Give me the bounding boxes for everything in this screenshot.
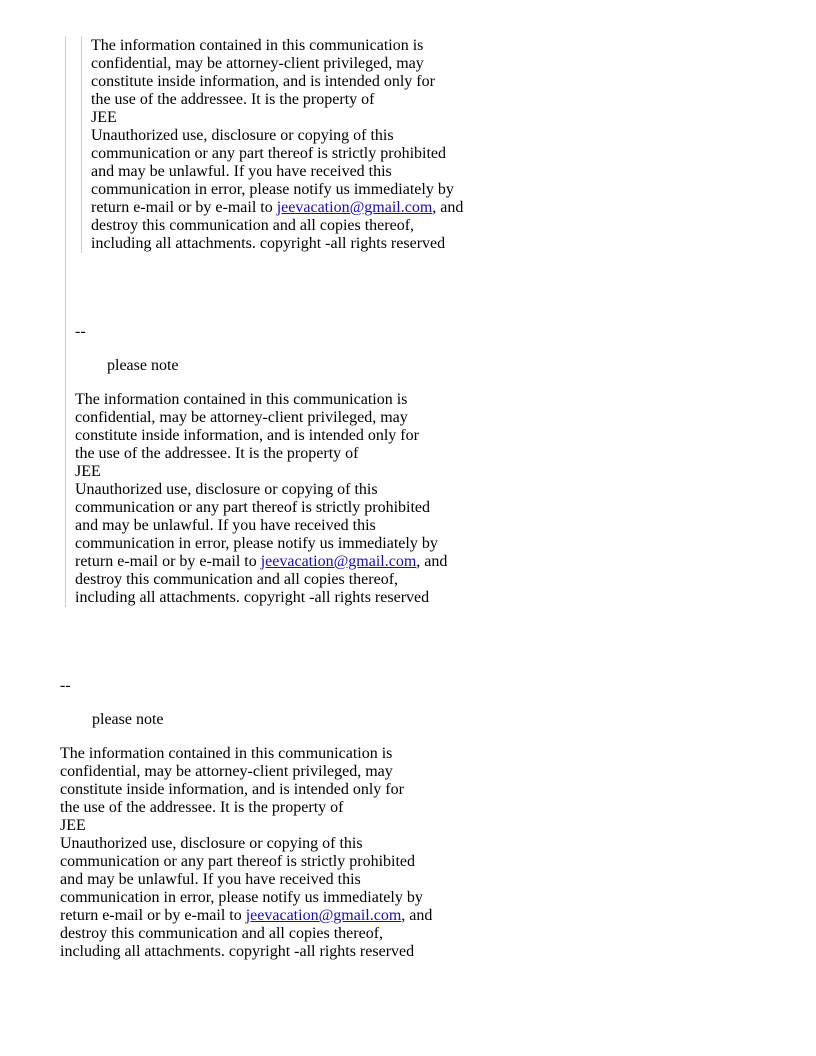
disclaimer-line: including all attachments. copyright -all rights reserved [91,235,446,252]
disclaimer-line: destroy this communication and all copies thereof, [60,925,384,942]
disclaimer-line: constitute inside information, and is intended only for [75,427,419,444]
disclaimer-line: JEE [60,817,86,834]
disclaimer-line-email: return e-mail or by e-mail to jeevacation@gmail.com, and [60,907,433,924]
disclaimer-line: The information contained in this communication is [91,37,424,54]
disclaimer-line: including all attachments. copyright -all rights reserved [75,589,430,606]
disclaimer-line: the use of the addressee. It is the property of [60,799,344,816]
signature-separator: -- [75,323,86,340]
disclaimer-line: and may be unlawful. If you have received this [75,517,376,534]
email-link[interactable]: jeevacation@gmail.com [276,199,433,216]
disclaimer-line: communication or any part thereof is strictly prohibited [91,145,447,162]
disclaimer-line: Unauthorized use, disclosure or copying of this [91,127,394,144]
disclaimer-line: constitute inside information, and is intended only for [60,781,404,798]
disclaimer-line: Unauthorized use, disclosure or copying of this [75,481,378,498]
disclaimer-line: communication or any part thereof is strictly prohibited [75,499,431,516]
disclaimer-line: destroy this communication and all copies thereof, [75,571,399,588]
disclaimer-line: including all attachments. copyright -all rights reserved [60,943,415,960]
disclaimer-line-email: return e-mail or by e-mail to jeevacation@gmail.com, and [75,553,448,570]
disclaimer-line: and may be unlawful. If you have received this [91,163,392,180]
disclaimer-line: confidential, may be attorney-client privileged, may [60,763,393,780]
disclaimer-line: and may be unlawful. If you have received this [60,871,361,888]
disclaimer-line: communication in error, please notify us immediately by [60,889,423,906]
email-link[interactable]: jeevacation@gmail.com [245,907,402,924]
disclaimer-line: the use of the addressee. It is the property of [91,91,375,108]
disclaimer-line: JEE [91,109,117,126]
disclaimer-line: Unauthorized use, disclosure or copying of this [60,835,363,852]
please-note-label: please note [107,357,179,374]
disclaimer-line: JEE [75,463,101,480]
disclaimer-block-inner [91,37,463,253]
disclaimer-block-outer [60,745,432,961]
disclaimer-block-middle [75,391,447,607]
please-note-label: please note [92,711,164,728]
disclaimer-line: communication or any part thereof is strictly prohibited [60,853,416,870]
disclaimer-line: destroy this communication and all copies thereof, [91,217,415,234]
disclaimer-line: confidential, may be attorney-client privileged, may [75,409,408,426]
disclaimer-line: The information contained in this communication is [60,745,393,762]
disclaimer-line: communication in error, please notify us immediately by [75,535,438,552]
disclaimer-line-email: return e-mail or by e-mail to jeevacation@gmail.com, and [91,199,464,216]
disclaimer-line: confidential, may be attorney-client privileged, may [91,55,424,72]
disclaimer-line: The information contained in this communication is [75,391,408,408]
disclaimer-line: communication in error, please notify us immediately by [91,181,454,198]
disclaimer-line: the use of the addressee. It is the property of [75,445,359,462]
email-link[interactable]: jeevacation@gmail.com [260,553,417,570]
disclaimer-line: constitute inside information, and is intended only for [91,73,435,90]
signature-separator: -- [60,677,71,694]
